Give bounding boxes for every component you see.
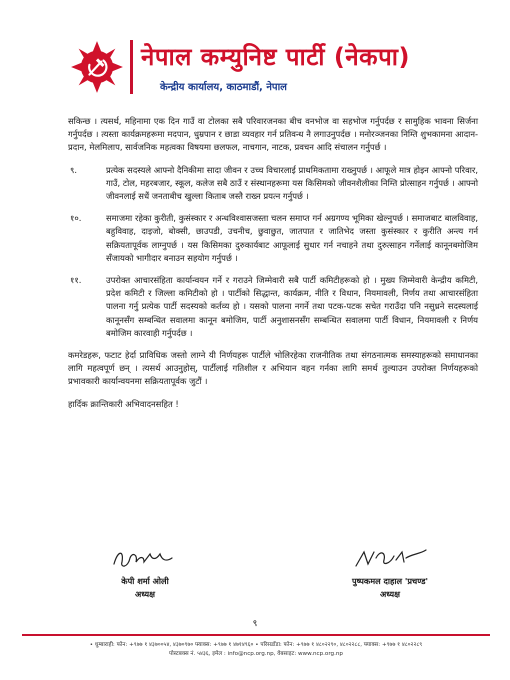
item-text: समाजमा रहेका कुरीती, कुसंस्कार र अन्धविश्वासजस्ता चलन समाप्त गर्न अग्रगण्य भूमिका खेल्नुपर्छ । समाजबाट बालविवाह, बहुविवाह, दाइजो, बोक्सी, छाउपडी, उचनीच, छुवाछुत, जातपात र जातिभेद जस्ता कुसंस्कार र कुरीति अन्त्य गर्न सक्रियतापूर्वक लाग्नुपर्छ । यस किसिमका दुरुकार्यबाट आफूलाई सुधार गर्न नचाहने तथा दुरुत्साहन गर्नेलाई कानूनबमोजिम सँजायको भागीदार बनाउन सहयोग गर्नुपर्छ । <box>106 213 478 263</box>
handwritten-signature-right <box>350 546 430 572</box>
list-item <box>68 274 478 340</box>
signatory-name: पुष्पकमल दाहाल 'प्रचण्ड' <box>351 576 428 586</box>
party-logo-icon <box>70 40 124 94</box>
signatory-title: अध्यक्ष <box>135 589 155 599</box>
signature-block-right <box>325 546 455 600</box>
footer-contact <box>22 641 490 659</box>
signatory-name: केपी शर्मा ओली <box>121 576 169 586</box>
footer-contact-line: पोस्टबक्स नं. ५४३६, इमेल : info@ncp.org.np, वेबसाइट: www.ncp.org.np <box>169 651 343 657</box>
intro-paragraph: सकिन्छ । त्यसर्थ, महिनामा एक दिन गाउँ वा टोलका सबै परिवारजनका बीच वनभोज वा सहभोज गर्नुपर्दछ र सामुहिक भावना सिर्जना गर्नुपर्दछ । त्यस्ता कार्यक्रमहरूमा मदपान, धुम्रपान र छाडा व्यवहार गर्न प्रतिवन्ध नै लगाउनुपर्दछ । मनोरञ्जनका निम्ति शुभकामना आदान-प्रदान, मेलमिलाप, सार्वजनिक महत्वका विषयमा छलफल, नाचगान, नाटक, प्रवचन आदि संचालन गर्नुपर्छ । <box>68 116 478 153</box>
list-item <box>68 212 478 265</box>
letter-body <box>68 115 478 420</box>
office-address: केन्द्रीय कार्यालय, काठमाडौं, नेपाल <box>160 82 287 93</box>
page-number: ९ <box>252 619 258 629</box>
item-number: ११. <box>70 275 82 286</box>
footer-divider <box>22 634 490 636</box>
item-number: ९. <box>70 164 78 175</box>
item-text: प्रत्येक सदस्यले आफ्नो दैनिकीमा सादा जीवन र उच्च विचारलाई प्राथमिकतामा राख्नुपर्छ । आफूले मात्र होइन आफ्नो परिवार, गाउँ, टोल, महरबजार, स्कूल, कलेज सबै ठाउँ र संस्थानहरूमा यस किसिमको जीवनशैलीका निम्ति प्रोत्साहन गर्नुपर्छ । आफ्नो जीवनलाई सधैं जनताबीच खुल्ला किताब जस्तै राख्न प्रयत्न गर्नुपर्छ । <box>106 164 478 202</box>
item-text: उपरोक्त आचारसंहिता कार्यान्वयन गर्ने र गराउने जिम्मेवारी सबै पार्टी कमिटीहरूको हो । मुख्य जिम्मेवारी केन्द्रीय कमिटी, प्रदेश कमिटी र जिल्ला कमिटीको हो । पार्टीको सिद्धान्त, कार्यक्रम, नीति र विधान, नियमावली, निर्णय तथा आचारसंहिता पालना गर्नु प्रत्येक पार्टी सदस्यको कर्तव्य हो । यसको पालना नगर्ने तथा पटक-पटक सचेत गराउँदा पनि नसुध्रने सदस्यलाई कानूनसँग सम्बन्धित सवालमा कानून बमोजिम, पार्टी अनुशासनसँग सम्बन्धित सवालमा पार्टी विधान, नियमावली र निर्णय बमोजिम कारवाही गर्नुपर्दछ । <box>106 275 478 338</box>
list-item <box>68 164 478 204</box>
closing-paragraph: कमरेडहरू, फटाट हेर्दा प्राविधिक जस्तो लाग्ने यी निर्णयहरू पार्टीले भोलिरहेका राजनीतिक तथा संगठनात्मक समस्याहरूको समाधानका लागि महत्वपूर्ण छन् । त्यसर्थ आउनुहोस्, पार्टीलाई गतिशील र अभियान वहन गर्नका लागि समर्थ तुल्याउन उपरोक्त निर्णयहरूको प्रभावकारी कार्यान्वयनमा सक्रियतापूर्वक जुटौं । <box>68 350 478 387</box>
header-divider <box>130 40 133 94</box>
signature-block-left <box>90 546 200 600</box>
letterhead <box>0 0 510 112</box>
greeting: हार्दिक क्रान्तिकारी अभिवादनसहित ! <box>68 398 179 409</box>
item-number: १०. <box>70 213 82 224</box>
handwritten-signature-left <box>110 546 180 572</box>
party-name: नेपाल कम्युनिष्ट पार्टी (नेकपा) <box>141 43 410 71</box>
signatory-title: अध्यक्ष <box>380 589 400 599</box>
footer-contact-line: • धुम्बाराही: फोन: +९७७ १ ४३७००५४, ४३७०९७० फ्याक्स: +९७७ १ ४७१४९६० • परिसडाँडा: फोन: +९७७ १ ४८०२२९०, ४८०२२८८, फ्याक्स: +९७७ १ ४८०२२८९ <box>89 642 423 648</box>
